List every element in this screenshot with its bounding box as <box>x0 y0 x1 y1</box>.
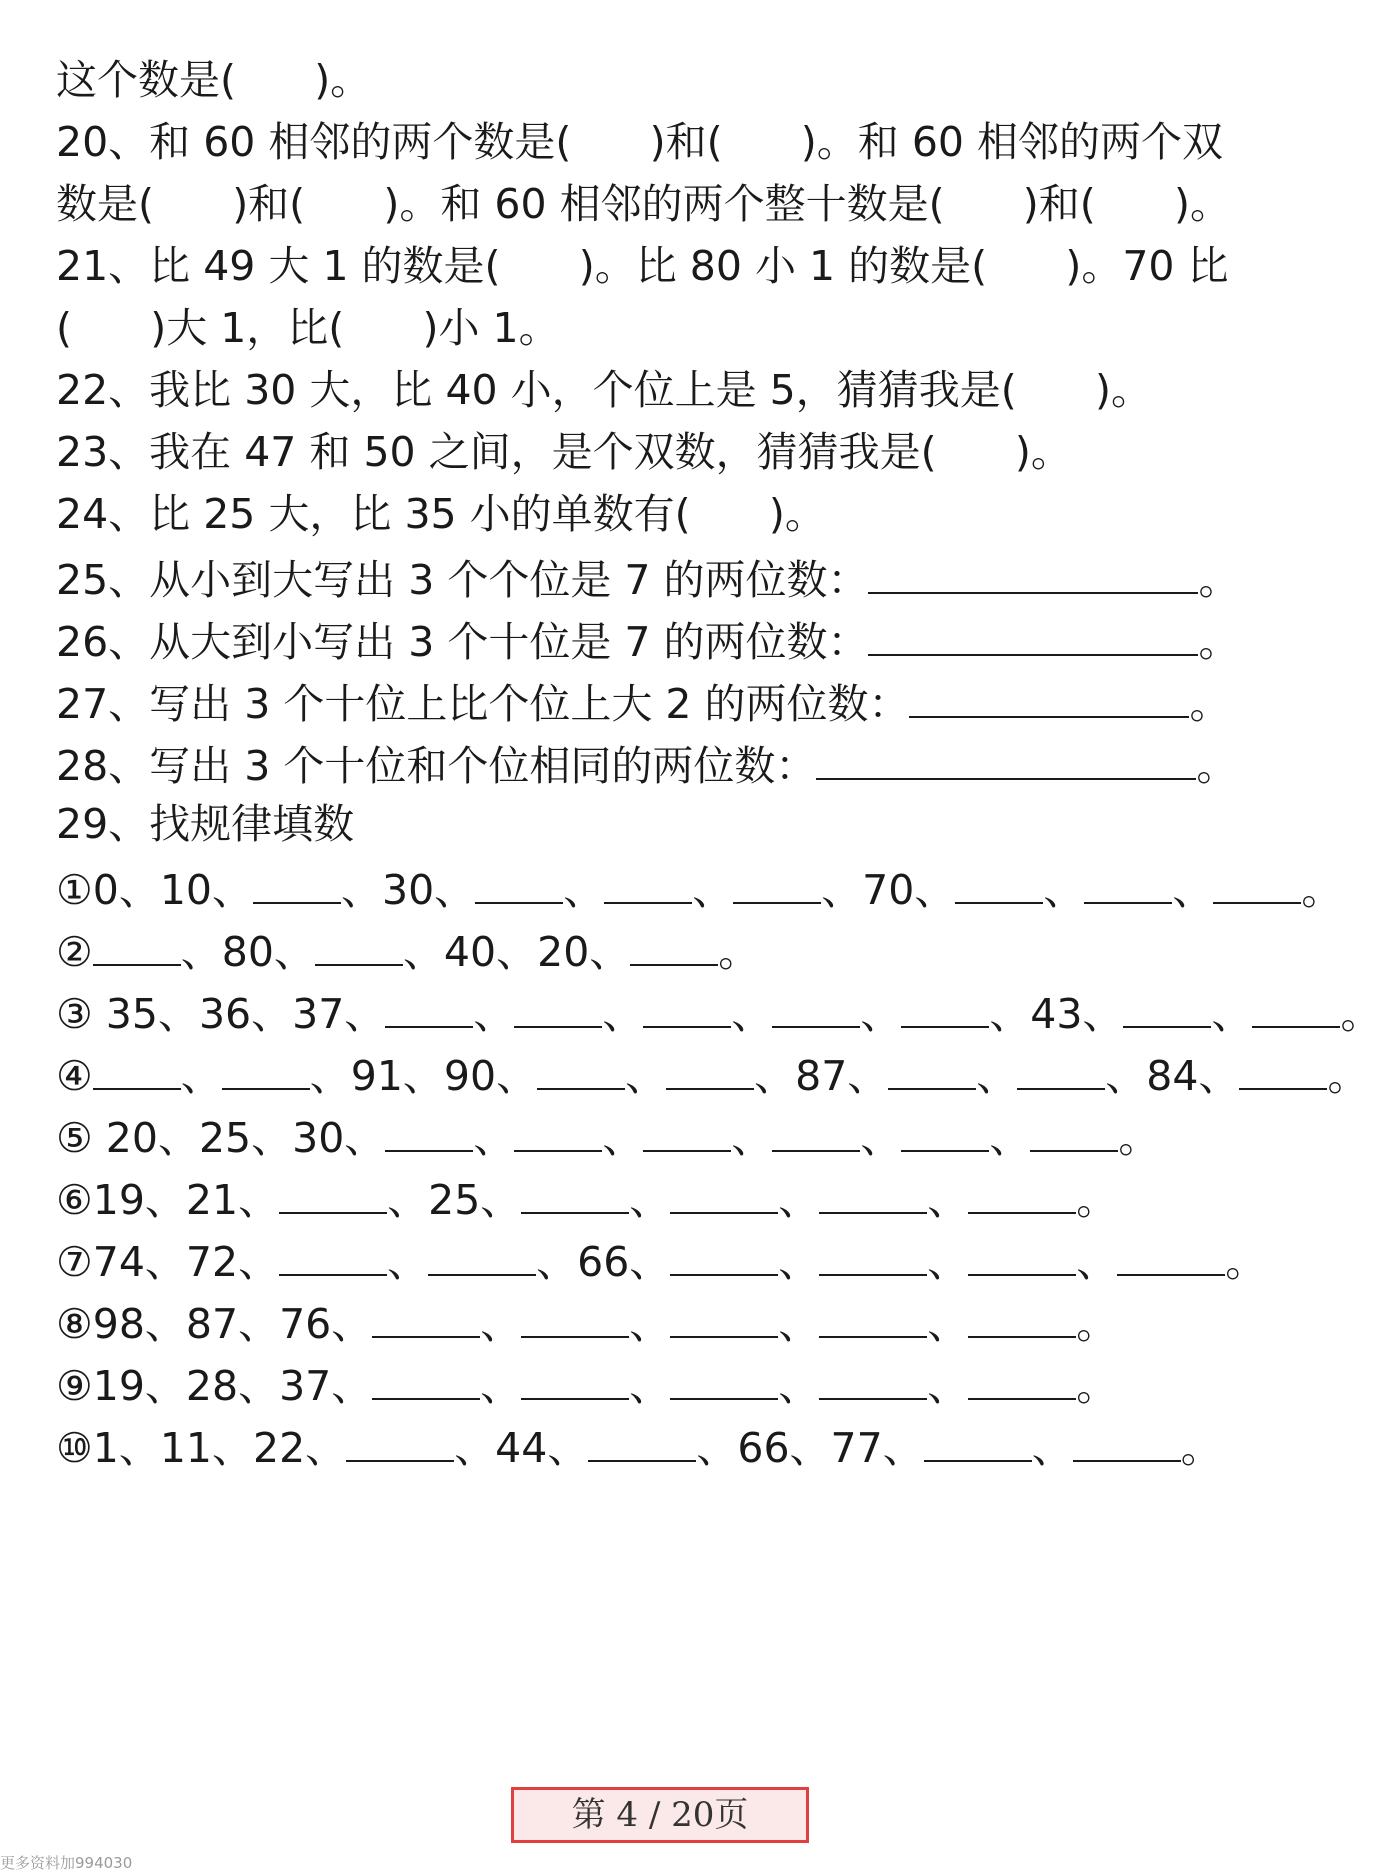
sequence-text: 、 <box>1043 866 1085 914</box>
question-23 <box>56 422 1275 482</box>
sequence-text: 、 <box>1211 990 1253 1038</box>
sequence-text: 、80、 <box>180 928 315 976</box>
answer-blank[interactable] <box>955 856 1043 904</box>
line-text: 25、从小到大写出 3 个个位是 7 的两位数： <box>56 556 869 604</box>
answer-blank[interactable] <box>643 980 731 1028</box>
question-29-title <box>56 794 1275 854</box>
sequence-text: 、40、20、 <box>402 928 631 976</box>
sequence-text: 、 <box>989 1114 1031 1162</box>
sequence-2 <box>56 918 1275 982</box>
answer-blank[interactable] <box>670 1166 778 1214</box>
answer-blank[interactable] <box>1123 980 1211 1028</box>
answer-blank[interactable] <box>1213 856 1301 904</box>
sequence-text: 。 <box>1340 990 1381 1038</box>
line-text: 26、从大到小写出 3 个十位是 7 的两位数： <box>56 618 869 666</box>
sequence-text: 。 <box>1118 1114 1160 1162</box>
sequence-text: 、 <box>629 1300 671 1348</box>
sequence-3 <box>56 980 1381 1044</box>
question-20-line-2 <box>56 174 1275 234</box>
answer-blank[interactable] <box>1239 1042 1327 1090</box>
answer-blank[interactable] <box>670 1352 778 1400</box>
answer-blank[interactable] <box>514 980 602 1028</box>
answer-blank[interactable] <box>222 1042 310 1090</box>
answer-blank[interactable] <box>772 980 860 1028</box>
sequence-text: 、 <box>602 990 644 1038</box>
line-text: 这个数是( )。 <box>56 56 372 104</box>
answer-blank[interactable] <box>279 1228 387 1276</box>
sequence-8 <box>56 1290 1275 1354</box>
answer-blank[interactable] <box>888 1042 976 1090</box>
answer-blank[interactable] <box>521 1290 629 1338</box>
sequence-text: ⑨19、28、37、 <box>56 1362 373 1410</box>
sequence-text: 。 <box>1225 1238 1267 1286</box>
question-27 <box>56 670 1275 734</box>
sequence-7 <box>56 1228 1275 1292</box>
sequence-6 <box>56 1166 1275 1230</box>
line-text: 21、比 49 大 1 的数是( )。比 80 小 1 的数是( )。70 比 <box>56 242 1229 290</box>
sequence-5 <box>56 1104 1275 1168</box>
line-text: 28、写出 3 个十位和个位相同的两位数： <box>56 742 817 790</box>
answer-blank[interactable] <box>819 1290 927 1338</box>
sequence-9 <box>56 1352 1275 1416</box>
answer-blank[interactable] <box>643 1104 731 1152</box>
answer-blank[interactable] <box>1030 1104 1118 1152</box>
sequence-text: 、84、 <box>1105 1052 1240 1100</box>
page-number-badge <box>511 1787 809 1843</box>
sequence-text: 、 <box>480 1300 522 1348</box>
sequence-text: 、 <box>629 1176 671 1224</box>
period: 。 <box>1198 556 1240 604</box>
answer-blank[interactable] <box>521 1352 629 1400</box>
sequence-text: 、 <box>778 1238 820 1286</box>
line-text: 27、写出 3 个十位上比个位上大 2 的两位数： <box>56 680 910 728</box>
sequence-text: ①0、10、 <box>56 866 254 914</box>
answer-blank[interactable] <box>901 980 989 1028</box>
answer-blank[interactable] <box>514 1104 602 1152</box>
answer-blank[interactable] <box>1073 1414 1181 1462</box>
answer-blank[interactable] <box>968 1166 1076 1214</box>
sequence-text: 、 <box>180 1052 222 1100</box>
answer-blank[interactable] <box>1084 856 1172 904</box>
sequence-text: 、 <box>927 1300 969 1348</box>
sequence-text: 、43、 <box>989 990 1124 1038</box>
answer-blank[interactable] <box>253 856 341 904</box>
answer-blank[interactable] <box>901 1104 989 1152</box>
period: 。 <box>1196 742 1238 790</box>
line-text: ( )大 1，比( )小 1。 <box>56 304 560 352</box>
sequence-text: 、 <box>778 1300 820 1348</box>
sequence-text: 、 <box>692 866 734 914</box>
line-text: 20、和 60 相邻的两个数是( )和( )。和 60 相邻的两个双 <box>56 118 1224 166</box>
sequence-4 <box>56 1042 1369 1106</box>
answer-blank[interactable] <box>1252 980 1340 1028</box>
sequence-text: ⑦74、72、 <box>56 1238 280 1286</box>
answer-blank[interactable] <box>819 1166 927 1214</box>
sequence-text: 、44、 <box>454 1424 589 1472</box>
answer-blank[interactable] <box>604 856 692 904</box>
text-line <box>56 50 1275 110</box>
sequence-text: 、91、90、 <box>309 1052 538 1100</box>
sequence-text: 、 <box>860 990 902 1038</box>
sequence-text: 、 <box>731 990 773 1038</box>
answer-blank[interactable] <box>372 1352 480 1400</box>
question-24 <box>56 484 1275 544</box>
answer-blank[interactable] <box>588 1414 696 1462</box>
answer-blank[interactable] <box>816 732 1196 780</box>
sequence-text: 、66、 <box>536 1238 671 1286</box>
answer-blank[interactable] <box>1017 1042 1105 1090</box>
sequence-text: 、 <box>976 1052 1018 1100</box>
answer-blank[interactable] <box>819 1352 927 1400</box>
answer-blank[interactable] <box>93 1042 181 1090</box>
period: 。 <box>1198 618 1240 666</box>
line-text: 数是( )和( )。和 60 相邻的两个整十数是( )和( )。 <box>56 180 1231 228</box>
sequence-text: 。 <box>1327 1052 1369 1100</box>
sequence-text: 、 <box>1031 1424 1073 1472</box>
answer-blank[interactable] <box>733 856 821 904</box>
question-22 <box>56 360 1275 420</box>
sequence-text: ② <box>56 928 93 976</box>
sequence-text: 。 <box>1076 1300 1118 1348</box>
sequence-text: ⑧98、87、76、 <box>56 1300 373 1348</box>
answer-blank[interactable] <box>93 918 181 966</box>
sequence-text: ③ 35、36、37、 <box>56 990 386 1038</box>
sequence-text: 、 <box>1172 866 1214 914</box>
period: 。 <box>1189 680 1231 728</box>
answer-blank[interactable] <box>868 546 1198 594</box>
sequence-text: 、 <box>480 1362 522 1410</box>
sequence-text: 、 <box>629 1362 671 1410</box>
sequence-text: 、 <box>473 990 515 1038</box>
sequence-text: ⑩1、11、22、 <box>56 1424 347 1472</box>
answer-blank[interactable] <box>666 1042 754 1090</box>
sequence-text: 、 <box>778 1362 820 1410</box>
sequence-text: 、 <box>563 866 605 914</box>
sequence-text: 、87、 <box>754 1052 889 1100</box>
question-28 <box>56 732 1275 796</box>
answer-blank[interactable] <box>868 608 1198 656</box>
watermark: 更多资料加994030 <box>0 1854 133 1872</box>
answer-blank[interactable] <box>772 1104 860 1152</box>
sequence-text: 、 <box>927 1362 969 1410</box>
sequence-text: ⑥19、21、 <box>56 1176 280 1224</box>
answer-blank[interactable] <box>968 1352 1076 1400</box>
answer-blank[interactable] <box>315 918 403 966</box>
answer-blank[interactable] <box>537 1042 625 1090</box>
sequence-text: ⑤ 20、25、30、 <box>56 1114 386 1162</box>
answer-blank[interactable] <box>372 1290 480 1338</box>
sequence-text: 。 <box>1076 1362 1118 1410</box>
question-20-line-1 <box>56 112 1275 172</box>
answer-blank[interactable] <box>968 1228 1076 1276</box>
sequence-text: 、 <box>927 1176 969 1224</box>
sequence-text: 、 <box>625 1052 667 1100</box>
sequence-text: 、25、 <box>387 1176 522 1224</box>
answer-blank[interactable] <box>968 1290 1076 1338</box>
answer-blank[interactable] <box>924 1414 1032 1462</box>
answer-blank[interactable] <box>909 670 1189 718</box>
sequence-1 <box>56 856 1343 920</box>
answer-blank[interactable] <box>428 1228 536 1276</box>
sequence-text: 。 <box>718 928 760 976</box>
sequence-text: 。 <box>1076 1176 1118 1224</box>
sequence-text: 、 <box>387 1238 429 1286</box>
answer-blank[interactable] <box>346 1414 454 1462</box>
line-text: 29、找规律填数 <box>56 800 355 848</box>
sequence-text: 、70、 <box>821 866 956 914</box>
line-text: 24、比 25 大，比 35 小的单数有( )。 <box>56 490 826 538</box>
page-number: 第 4 / 20页 <box>571 1795 749 1835</box>
sequence-text: 。 <box>1180 1424 1222 1472</box>
question-21-line-1 <box>56 236 1275 296</box>
sequence-text: ④ <box>56 1052 93 1100</box>
question-26 <box>56 608 1275 672</box>
sequence-text: 、 <box>1076 1238 1118 1286</box>
answer-blank[interactable] <box>670 1290 778 1338</box>
sequence-text: 、 <box>778 1176 820 1224</box>
sequence-text: 、 <box>473 1114 515 1162</box>
question-21-line-2 <box>56 298 1275 358</box>
question-25 <box>56 546 1275 610</box>
sequence-text: 。 <box>1301 866 1343 914</box>
answer-blank[interactable] <box>279 1166 387 1214</box>
sequence-text: 、 <box>860 1114 902 1162</box>
sequence-text: 、30、 <box>341 866 476 914</box>
sequence-text: 、 <box>927 1238 969 1286</box>
answer-blank[interactable] <box>819 1228 927 1276</box>
line-text: 23、我在 47 和 50 之间，是个双数，猜猜我是( )。 <box>56 428 1072 476</box>
answer-blank[interactable] <box>630 918 718 966</box>
answer-blank[interactable] <box>385 980 473 1028</box>
sequence-text: 、 <box>731 1114 773 1162</box>
line-text: 22、我比 30 大，比 40 小，个位上是 5，猜猜我是( )。 <box>56 366 1152 414</box>
answer-blank[interactable] <box>475 856 563 904</box>
answer-blank[interactable] <box>670 1228 778 1276</box>
answer-blank[interactable] <box>521 1166 629 1214</box>
sequence-text: 、 <box>602 1114 644 1162</box>
sequence-text: 、66、77、 <box>696 1424 924 1472</box>
answer-blank[interactable] <box>1117 1228 1225 1276</box>
answer-blank[interactable] <box>385 1104 473 1152</box>
sequence-10 <box>56 1414 1275 1478</box>
